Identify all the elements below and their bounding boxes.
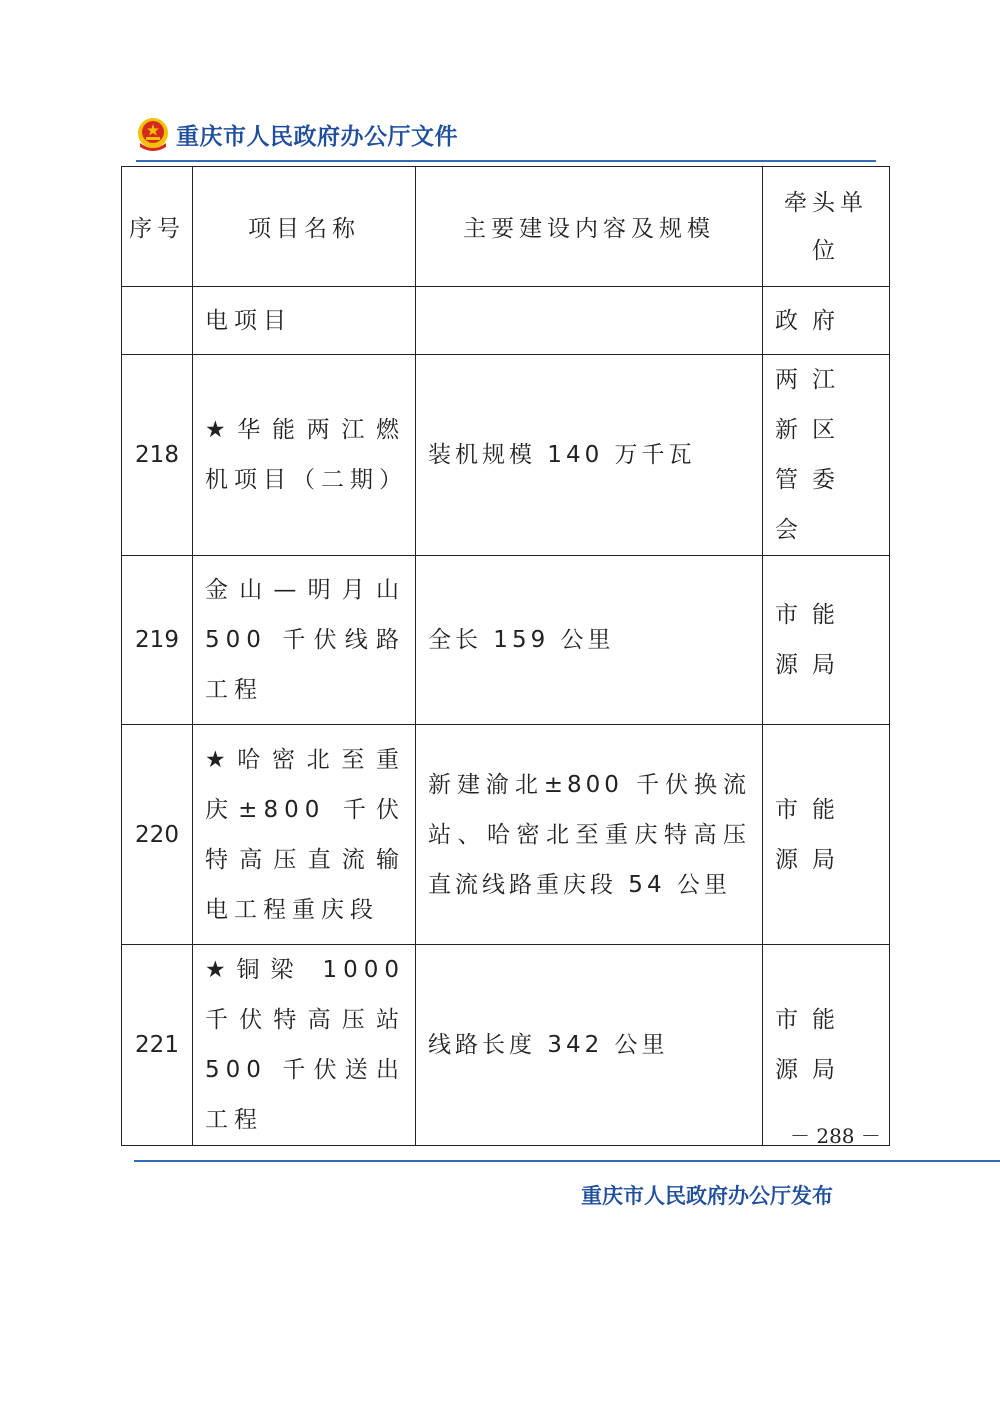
row-content: 全长 159 公里 [416,556,763,725]
footer-publisher: 重庆市人民政府办公厅发布 [581,1183,833,1208]
row-num [122,287,193,355]
table-header-row [122,167,890,287]
row-content: 新建渝北±800 千伏换流站、哈密北至重庆特高压直流线路重庆段 54 公里 [416,725,763,945]
row-num: 220 [122,725,193,945]
header-cell-content: 主要建设内容及规模 [416,167,763,287]
row-name: ★铜梁 1000 千伏特高压站 500 千伏送出工程 [193,945,416,1146]
row-unit: 市能源局 [763,725,890,945]
table-row [122,355,890,556]
footer-divider [134,1160,1000,1162]
table-row [122,287,890,355]
header-divider [136,160,876,162]
row-content [416,287,763,355]
row-content: 线路长度 342 公里 [416,945,763,1146]
header-cell-name: 项目名称 [193,167,416,287]
project-table [121,166,890,1146]
row-name: ★华能两江燃机项目（二期） [193,355,416,556]
page-number: － 288 － [790,1124,881,1148]
table-row [122,945,890,1146]
row-unit: 市能源局 [763,556,890,725]
header-cell-num: 序号 [122,167,193,287]
row-num: 219 [122,556,193,725]
header-cell-unit: 牵头单位 [763,167,890,287]
row-name: 电项目 [193,287,416,355]
row-num: 221 [122,945,193,1146]
document-header [136,114,458,154]
row-unit: 两江新区管委会 [763,355,890,556]
row-name: ★哈密北至重庆±800 千伏特高压直流输电工程重庆段 [193,725,416,945]
row-num: 218 [122,355,193,556]
header-title: 重庆市人民政府办公厅文件 [176,122,458,150]
row-content: 装机规模 140 万千瓦 [416,355,763,556]
row-unit: 市能源局 [763,945,890,1146]
table-row [122,725,890,945]
row-name: 金山—明月山 500 千伏线路工程 [193,556,416,725]
row-unit: 政府 [763,287,890,355]
table-row [122,556,890,725]
national-emblem-icon [136,115,170,153]
